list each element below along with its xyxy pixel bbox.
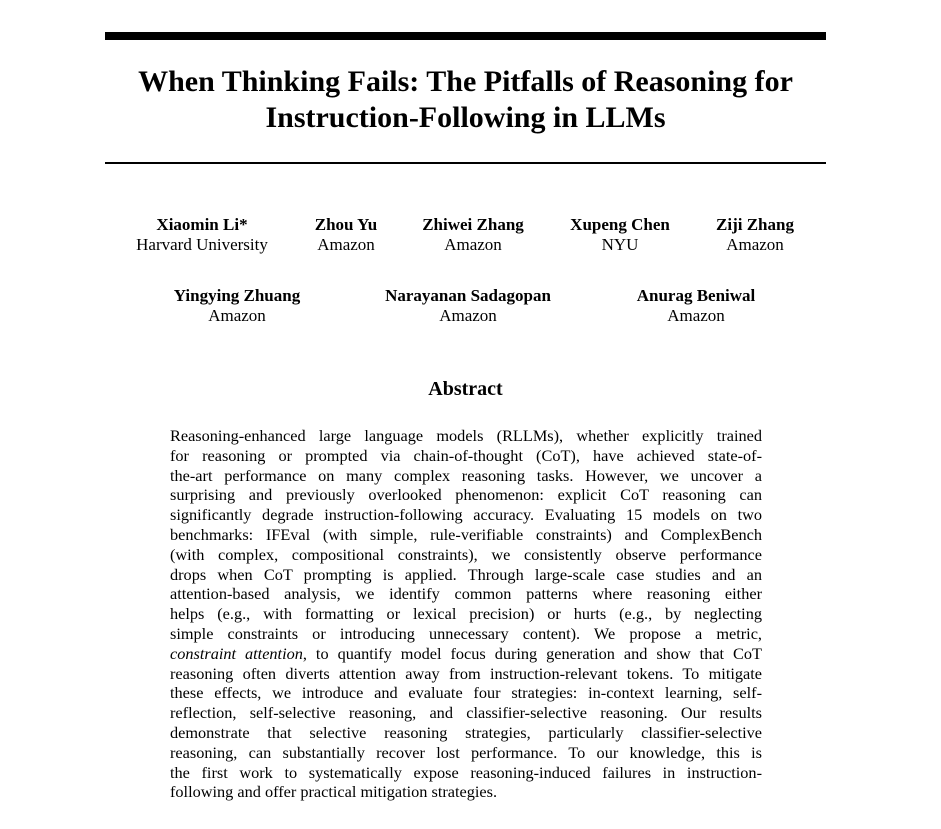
- author-name: Anurag Beniwal: [636, 286, 756, 305]
- author-zhiwei-zhang: [422, 215, 524, 255]
- paper-title: [60, 64, 871, 136]
- author-name: Yingying Zhuang: [173, 286, 301, 305]
- abstract-line: reasoning, can substantially recover lost performance. To our knowledge, this is: [170, 742, 762, 762]
- author-name: Zhiwei Zhang: [422, 215, 524, 234]
- title-rule-bottom: [105, 162, 826, 164]
- author-name: Xupeng Chen: [570, 215, 670, 234]
- abstract-line: significantly degrade instruction-following accuracy. Evaluating 15 models on two: [170, 505, 762, 525]
- author-affiliation: Amazon: [208, 306, 266, 325]
- abstract-line: the-art performance on many complex reasoning tasks. However, we uncover a: [170, 465, 762, 485]
- abstract-line: the first work to systematically expose reasoning-induced failures in instruction-: [170, 762, 762, 782]
- abstract-line: (with complex, compositional constraints), we consistently observe performance: [170, 544, 762, 564]
- abstract-line: attention-based analysis, we identify common patterns where reasoning either: [170, 584, 762, 604]
- author-affiliation: Amazon: [726, 235, 784, 254]
- abstract-line-rest: , to quantify model focus during generation and show that CoT: [302, 643, 762, 663]
- abstract-heading: Abstract: [428, 378, 503, 400]
- author-anurag-beniwal: [637, 286, 756, 326]
- author-affiliation: NYU: [601, 235, 639, 254]
- author-name: Zhou Yu: [314, 215, 378, 234]
- abstract-line: demonstrate that selective reasoning strategies, particularly classifier-selective: [170, 722, 762, 742]
- abstract-line: for reasoning or prompted via chain-of-thought (CoT), have achieved state-of-: [170, 445, 762, 465]
- constraint-attention-term: constraint attention: [170, 643, 303, 663]
- author-name: Ziji Zhang: [716, 215, 794, 234]
- author-affiliation: Harvard University: [136, 235, 268, 254]
- author-affiliation: Amazon: [667, 306, 725, 325]
- abstract-line: helps (e.g., with formatting or lexical precision) or hurts (e.g., by neglecting: [170, 604, 762, 624]
- author-zhou-yu: [315, 215, 378, 255]
- author-name: Xiaomin Li*: [156, 215, 248, 234]
- title-rule-top: [105, 32, 826, 40]
- title-line-1: When Thinking Fails: The Pitfalls of Reasoning for: [138, 65, 793, 98]
- abstract-line: Reasoning-enhanced large language models (RLLMs), whether explicitly trained: [170, 426, 762, 445]
- author-narayanan-sadagopan: [385, 286, 551, 326]
- author-name: Narayanan Sadagopan: [385, 286, 551, 305]
- abstract-line: benchmarks: IFEval (with simple, rule-verifiable constraints) and ComplexBench: [170, 524, 762, 544]
- abstract-body: [170, 426, 762, 802]
- abstract-line: simple constraints or introducing unnecessary content). We propose a metric,: [170, 623, 762, 643]
- abstract-line: surprising and previously overlooked phenomenon: explicit CoT reasoning can: [170, 485, 762, 505]
- author-yingying-zhuang: [174, 286, 300, 326]
- abstract-line-with-term: [170, 644, 762, 664]
- author-affiliation: Amazon: [317, 235, 375, 254]
- author-ziji-zhang: [716, 215, 794, 255]
- author-affiliation: Amazon: [444, 235, 502, 254]
- author-xupeng-chen: [570, 215, 670, 255]
- abstract-line: drops when CoT prompting is applied. Through large-scale case studies and an: [170, 564, 762, 584]
- author-xiaomin-li: [136, 215, 268, 255]
- abstract-line: reflection, self-selective reasoning, and classifier-selective reasoning. Our results: [170, 703, 762, 723]
- abstract-line: reasoning often diverts attention away from instruction-relevant tokens. To mitigate: [170, 663, 762, 683]
- abstract-line: these effects, we introduce and evaluate four strategies: in-context learning, self-: [170, 683, 762, 703]
- author-affiliation: Amazon: [439, 306, 497, 325]
- title-line-2: Instruction-Following in LLMs: [265, 101, 666, 134]
- abstract-line: following and offer practical mitigation strategies.: [170, 782, 498, 802]
